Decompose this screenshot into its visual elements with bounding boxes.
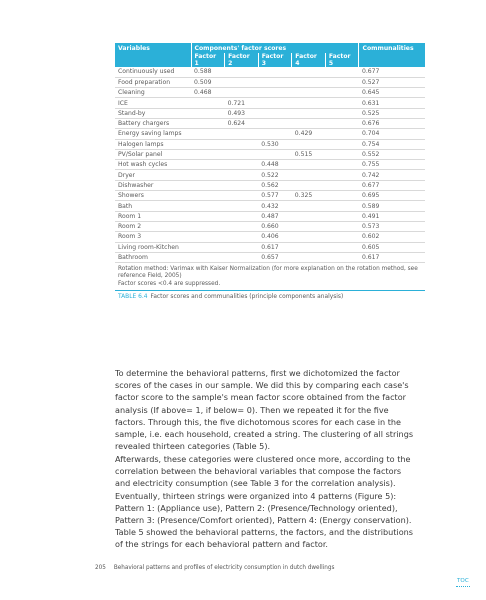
header-factor-4: Factor 4 xyxy=(292,53,326,67)
table-row xyxy=(115,180,425,190)
factor-4-score-cell xyxy=(292,98,326,108)
table-note xyxy=(115,265,425,288)
communality-cell: 0.677 xyxy=(359,67,425,77)
factor-3-score-cell: 0.522 xyxy=(258,170,292,180)
table-rule xyxy=(115,288,425,291)
table-row xyxy=(115,232,425,242)
table-body xyxy=(115,67,425,263)
factor-3-score-cell: 0.530 xyxy=(258,139,292,149)
factor-2-score-cell xyxy=(225,180,259,190)
factor-1-score-cell xyxy=(191,180,225,190)
header-variables: Variables xyxy=(115,43,191,53)
body-paragraph-2: Afterwards, these categories were clustered once more, according to the correlation between the behavioral variables that compose the factors and electricity consumption (see Table 3 for the correlation analysis). Eventually, thirteen strings were organized into 4 patterns (Figure 5): Pattern 1: (Appliance use), Pattern 2: (Presence/Technology oriented), Pattern 3: (Presence/Comfort oriented), Pattern 4: (Energy conservation). Table 5 showed the behavioral patterns, the factors, and the distributions of the strings for each behavioral pattern and factor. xyxy=(115,454,414,550)
factor-2-score-cell xyxy=(225,211,259,221)
table-row xyxy=(115,191,425,201)
note-line: Factor scores <0.4 are suppressed. xyxy=(118,280,221,287)
communality-cell: 0.631 xyxy=(359,98,425,108)
header-empty-cell xyxy=(115,53,191,67)
variable-name-cell: Showers xyxy=(115,191,191,201)
factor-2-score-cell xyxy=(225,88,259,98)
factor-2-score-cell: 0.493 xyxy=(225,108,259,118)
factor-table-block xyxy=(115,43,425,300)
factor-4-score-cell xyxy=(292,211,326,221)
communality-cell: 0.676 xyxy=(359,118,425,128)
factor-3-score-cell: 0.487 xyxy=(258,211,292,221)
note-line: reference Field, 2005) xyxy=(118,273,182,280)
factor-5-score-cell xyxy=(325,180,359,190)
page-number: 205 xyxy=(95,565,106,571)
factor-2-score-cell xyxy=(225,201,259,211)
factor-5-score-cell xyxy=(325,118,359,128)
factor-2-score-cell xyxy=(225,232,259,242)
table-row xyxy=(115,129,425,139)
communality-cell: 0.605 xyxy=(359,242,425,252)
table-row xyxy=(115,242,425,252)
factor-2-score-cell xyxy=(225,67,259,77)
factor-5-score-cell xyxy=(325,252,359,262)
factor-4-score-cell xyxy=(292,88,326,98)
factor-1-score-cell xyxy=(191,160,225,170)
factor-4-score-cell: 0.515 xyxy=(292,149,326,159)
factor-2-score-cell xyxy=(225,170,259,180)
note-line: Rotation method: Varimax with Kaiser Normalization (for more explanation on the rotation method, see xyxy=(118,266,418,273)
factor-5-score-cell xyxy=(325,108,359,118)
factor-4-score-cell xyxy=(292,170,326,180)
factor-2-score-cell xyxy=(225,221,259,231)
table-row xyxy=(115,118,425,128)
factor-3-score-cell: 0.562 xyxy=(258,180,292,190)
factor-4-score-cell xyxy=(292,160,326,170)
header-communalities: Communalities xyxy=(359,43,425,53)
factor-1-score-cell xyxy=(191,98,225,108)
factor-5-score-cell xyxy=(325,98,359,108)
factor-1-score-cell xyxy=(191,108,225,118)
factor-4-score-cell: 0.325 xyxy=(292,191,326,201)
factor-4-score-cell xyxy=(292,139,326,149)
variable-name-cell: Room 2 xyxy=(115,221,191,231)
factor-2-score-cell: 0.624 xyxy=(225,118,259,128)
variable-name-cell: Bathroom xyxy=(115,252,191,262)
communality-cell: 0.491 xyxy=(359,211,425,221)
factor-3-score-cell: 0.448 xyxy=(258,160,292,170)
factor-5-score-cell xyxy=(325,139,359,149)
variable-name-cell: Battery chargers xyxy=(115,118,191,128)
factor-5-score-cell xyxy=(325,242,359,252)
communality-cell: 0.525 xyxy=(359,108,425,118)
factor-1-score-cell: 0.468 xyxy=(191,88,225,98)
toc-dots-divider xyxy=(456,586,470,587)
factor-1-score-cell xyxy=(191,170,225,180)
communality-cell: 0.645 xyxy=(359,88,425,98)
factor-2-score-cell xyxy=(225,129,259,139)
factor-3-score-cell: 0.432 xyxy=(258,201,292,211)
factor-4-score-cell xyxy=(292,201,326,211)
table-row xyxy=(115,211,425,221)
factor-3-score-cell: 0.657 xyxy=(258,252,292,262)
table-header-row-1 xyxy=(115,43,425,53)
factor-4-score-cell xyxy=(292,108,326,118)
table-row xyxy=(115,170,425,180)
variable-name-cell: Food preparation xyxy=(115,77,191,87)
factor-1-score-cell xyxy=(191,118,225,128)
factor-1-score-cell xyxy=(191,129,225,139)
communality-cell: 0.742 xyxy=(359,170,425,180)
factor-4-score-cell xyxy=(292,232,326,242)
header-factor-1: Factor 1 xyxy=(191,53,225,67)
factor-1-score-cell xyxy=(191,139,225,149)
factor-4-score-cell: 0.429 xyxy=(292,129,326,139)
header-components: Components' factor scores xyxy=(191,43,359,53)
factor-4-score-cell xyxy=(292,67,326,77)
factor-3-score-cell xyxy=(258,118,292,128)
factor-2-score-cell xyxy=(225,242,259,252)
factor-3-score-cell xyxy=(258,88,292,98)
variable-name-cell: PV/Solar panel xyxy=(115,149,191,159)
factor-5-score-cell xyxy=(325,160,359,170)
communality-cell: 0.677 xyxy=(359,180,425,190)
factor-3-score-cell xyxy=(258,108,292,118)
factor-1-score-cell xyxy=(191,232,225,242)
variable-name-cell: Energy saving lamps xyxy=(115,129,191,139)
table-header-row-2 xyxy=(115,53,425,67)
variable-name-cell: Stand-by xyxy=(115,108,191,118)
table-row xyxy=(115,221,425,231)
table-row xyxy=(115,67,425,77)
variable-name-cell: Halogen lamps xyxy=(115,139,191,149)
factor-3-score-cell xyxy=(258,129,292,139)
table-row xyxy=(115,98,425,108)
factor-5-score-cell xyxy=(325,232,359,242)
body-paragraph-1: To determine the behavioral patterns, first we dichotomized the factor scores of the cases in our sample. We did this by comparing each case's factor score to the sample's mean factor score obtained from the factor analysis (If above= 1, if below= 0). Then we repeated it for the five factors. Through this, the five dichotomous scores for each case in the sample, i.e. each household, created a string. The clustering of all strings revealed thirteen categories (Table 5). xyxy=(115,368,414,452)
variable-name-cell: ICE xyxy=(115,98,191,108)
factor-4-score-cell xyxy=(292,252,326,262)
factor-1-score-cell xyxy=(191,149,225,159)
factor-4-score-cell xyxy=(292,180,326,190)
table-row xyxy=(115,160,425,170)
factor-scores-table xyxy=(115,43,425,263)
factor-3-score-cell xyxy=(258,98,292,108)
variable-name-cell: Room 3 xyxy=(115,232,191,242)
table-row xyxy=(115,201,425,211)
variable-name-cell: Cleaning xyxy=(115,88,191,98)
communality-cell: 0.704 xyxy=(359,129,425,139)
table-row xyxy=(115,77,425,87)
communality-cell: 0.755 xyxy=(359,160,425,170)
factor-5-score-cell xyxy=(325,221,359,231)
factor-4-score-cell xyxy=(292,242,326,252)
factor-3-score-cell xyxy=(258,77,292,87)
table-row xyxy=(115,149,425,159)
factor-2-score-cell xyxy=(225,149,259,159)
caption-text: Factor scores and communalities (principle components analysis) xyxy=(150,294,344,301)
variable-name-cell: Dryer xyxy=(115,170,191,180)
variable-name-cell: Living room-Kitchen xyxy=(115,242,191,252)
communality-cell: 0.589 xyxy=(359,201,425,211)
variable-name-cell: Dishwasher xyxy=(115,180,191,190)
factor-3-score-cell: 0.577 xyxy=(258,191,292,201)
variable-name-cell: Hot wash cycles xyxy=(115,160,191,170)
factor-1-score-cell xyxy=(191,242,225,252)
factor-2-score-cell xyxy=(225,77,259,87)
communality-cell: 0.695 xyxy=(359,191,425,201)
header-factor-3: Factor 3 xyxy=(258,53,292,67)
table-row xyxy=(115,88,425,98)
factor-5-score-cell xyxy=(325,170,359,180)
factor-4-score-cell xyxy=(292,118,326,128)
factor-2-score-cell: 0.721 xyxy=(225,98,259,108)
factor-1-score-cell: 0.509 xyxy=(191,77,225,87)
communality-cell: 0.573 xyxy=(359,221,425,231)
communality-cell: 0.617 xyxy=(359,252,425,262)
factor-1-score-cell xyxy=(191,201,225,211)
factor-5-score-cell xyxy=(325,201,359,211)
factor-3-score-cell: 0.406 xyxy=(258,232,292,242)
factor-5-score-cell xyxy=(325,67,359,77)
header-factor-2: Factor 2 xyxy=(225,53,259,67)
factor-1-score-cell xyxy=(191,221,225,231)
factor-1-score-cell xyxy=(191,211,225,221)
factor-5-score-cell xyxy=(325,191,359,201)
factor-1-score-cell xyxy=(191,191,225,201)
factor-2-score-cell xyxy=(225,252,259,262)
table-row xyxy=(115,139,425,149)
factor-3-score-cell: 0.660 xyxy=(258,221,292,231)
running-title: Behavioral patterns and profiles of electricity consumption in dutch dwellings xyxy=(113,565,335,571)
communality-cell: 0.552 xyxy=(359,149,425,159)
page-footer xyxy=(95,565,334,571)
factor-5-score-cell xyxy=(325,129,359,139)
communality-cell: 0.602 xyxy=(359,232,425,242)
factor-2-score-cell xyxy=(225,160,259,170)
header-factor-5: Factor 5 xyxy=(325,53,359,67)
factor-2-score-cell xyxy=(225,191,259,201)
factor-3-score-cell xyxy=(258,149,292,159)
factor-4-score-cell xyxy=(292,221,326,231)
table-row xyxy=(115,252,425,262)
variable-name-cell: Continuously used xyxy=(115,67,191,77)
factor-1-score-cell: 0.588 xyxy=(191,67,225,77)
factor-4-score-cell xyxy=(292,77,326,87)
communality-cell: 0.754 xyxy=(359,139,425,149)
header-empty-cell xyxy=(359,53,425,67)
communality-cell: 0.527 xyxy=(359,77,425,87)
factor-3-score-cell xyxy=(258,67,292,77)
table-caption xyxy=(115,294,425,300)
factor-3-score-cell: 0.617 xyxy=(258,242,292,252)
caption-label: TABLE 6.4 xyxy=(118,294,148,301)
factor-2-score-cell xyxy=(225,139,259,149)
factor-1-score-cell xyxy=(191,252,225,262)
variable-name-cell: Bath xyxy=(115,201,191,211)
variable-name-cell: Room 1 xyxy=(115,211,191,221)
factor-5-score-cell xyxy=(325,88,359,98)
toc-link[interactable]: TOC xyxy=(457,578,469,584)
table-row xyxy=(115,108,425,118)
factor-5-score-cell xyxy=(325,149,359,159)
factor-5-score-cell xyxy=(325,211,359,221)
factor-5-score-cell xyxy=(325,77,359,87)
